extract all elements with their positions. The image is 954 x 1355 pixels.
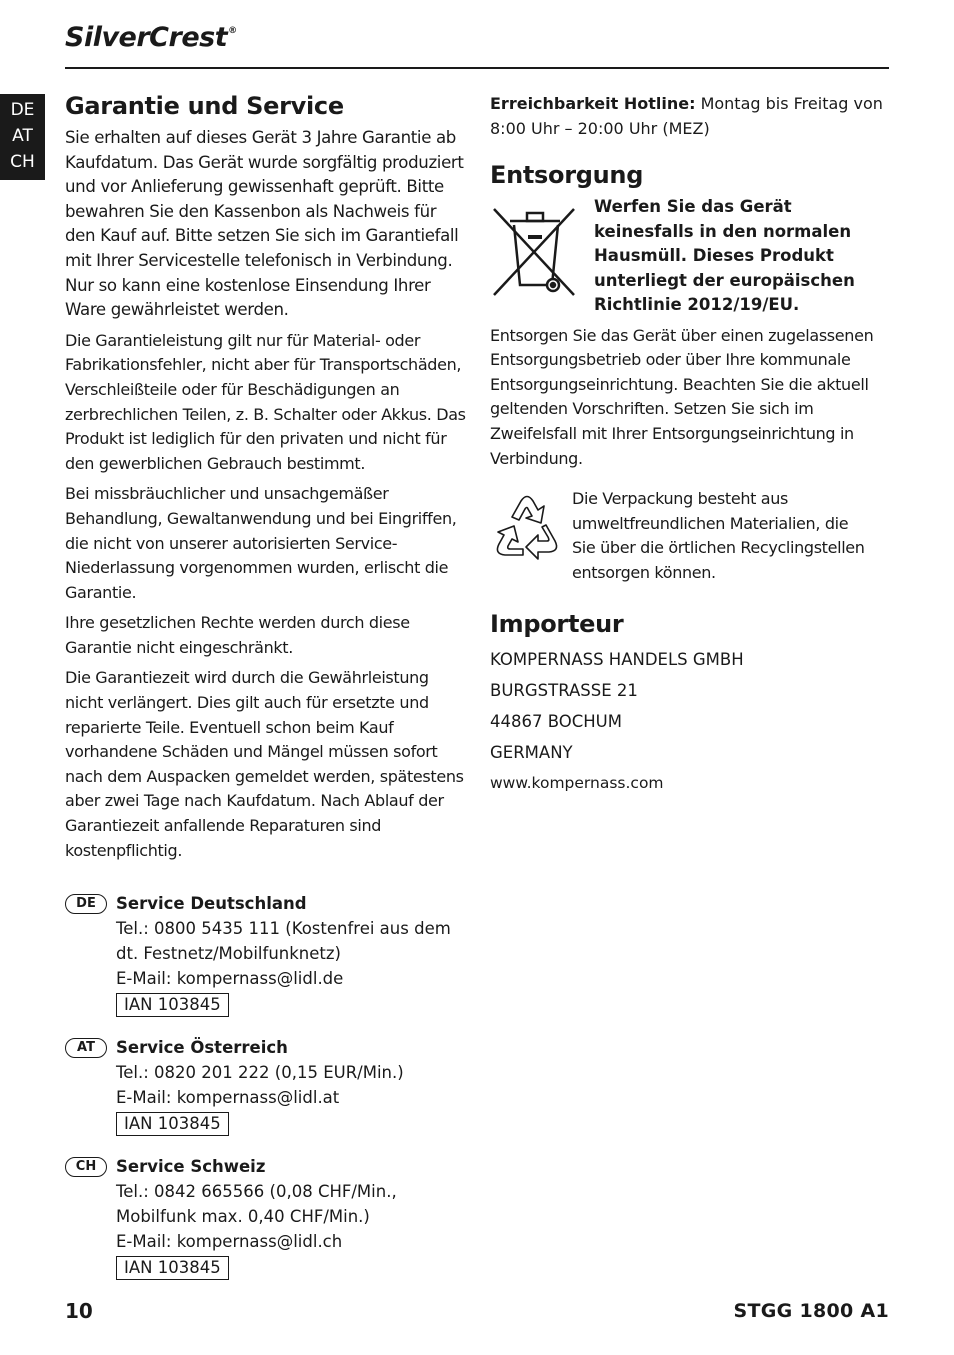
packaging-row <box>490 487 890 585</box>
service-phone: Tel.: 0800 5435 111 (Kostenfrei aus dem dt. Festnetz/Mobilfunknetz) <box>116 919 451 964</box>
service-de <box>65 891 467 1017</box>
importer-line: BURGSTRASSE 21 <box>490 680 638 700</box>
lang-de: DE <box>10 100 35 120</box>
lang-ch: CH <box>10 152 35 172</box>
right-column <box>490 92 890 799</box>
service-phone-mobile: Mobilfunk max. 0,40 CHF/Min.) <box>116 1207 370 1227</box>
service-title: Service Österreich <box>116 1038 288 1058</box>
disposal-text: Entsorgen Sie das Gerät über einen zugelassenen Entsorgungsbetrieb oder über Ihre kommunale Entsorgungseinrichtung. Beachten Sie die aktuell geltenden Vorschriften. Setzen Sie sich im Zweifelsfall mit Ihrer Entsorgungseinrichtung in Verbindung. <box>490 325 874 468</box>
country-badge-de: DE <box>65 894 107 914</box>
disposal-title: Entsorgung <box>490 161 644 190</box>
warranty-paragraph: Die Garantiezeit wird durch die Gewährleistung nicht verlängert. Dies gilt auch für ersetzte und reparierte Teile. Eventuell schon beim Kauf vorhandene Schäden und Mängel müssen sofort nach dem Auspacken gemeldet werden, spätestens aber zwei Tage nach Kaufdatum. Nach Ablauf der Garantiezeit anfallende Reparaturen sind kostenpflichtig. <box>65 668 464 860</box>
service-at <box>65 1035 467 1136</box>
importer-title: Importeur <box>490 609 624 638</box>
brand-logo: SilverCrest® <box>65 22 237 53</box>
warranty-title: Garantie und Service <box>65 92 344 120</box>
service-email: E-Mail: kompernass@lidl.at <box>116 1088 340 1108</box>
importer-line: GERMANY <box>490 742 573 762</box>
ian-box: IAN 103845 <box>116 1112 229 1136</box>
service-title: Service Deutschland <box>116 894 307 914</box>
ian-box: IAN 103845 <box>116 1256 229 1280</box>
country-badge-at: AT <box>65 1038 107 1058</box>
lang-at: AT <box>12 126 33 146</box>
service-phone: Tel.: 0820 201 222 (0,15 EUR/Min.) <box>116 1063 404 1083</box>
disposal-warning: Werfen Sie das Gerät keinesfalls in den normalen Hausmüll. Dieses Produkt unterliegt der europäischen Richtlinie 2012/19/EU. <box>594 197 855 315</box>
warranty-paragraph: Die Garantieleistung gilt nur für Material- oder Fabrikationsfehler, nicht aber für Transportschäden, Verschleißteile oder für Beschädigungen an zerbrechlichen Teilen, z. B. Schalter oder Akkus. Das Produkt ist lediglich für den privaten und nicht für den gewerblichen Gebrauch bestimmt. <box>65 330 466 473</box>
warranty-paragraph: Bei missbräuchlicher und unsachgemäßer Behandlung, Gewaltanwendung und bei Eingriffen, die nicht von unserer autorisierten Service-Niederlassung vorgenommen wurden, erlischt die Garantie. <box>65 484 457 602</box>
language-tab <box>0 94 45 180</box>
importer-address <box>490 644 890 799</box>
service-email: E-Mail: kompernass@lidl.ch <box>116 1232 343 1252</box>
importer-line: 44867 BOCHUM <box>490 711 622 731</box>
service-phone: Tel.: 0842 665566 (0,08 CHF/Min., <box>116 1182 397 1202</box>
warranty-paragraph: Sie erhalten auf dieses Gerät 3 Jahre Garantie ab Kaufdatum. Das Gerät wurde sorgfältig produziert und vor Anlieferung gewissenhaft geprüft. Bitte bewahren Sie den Kassenbon als Nachweis für den Kauf auf. Bitte setzen Sie sich im Garantiefall mit Ihrer Servicestelle telefonisch in Verbindung. Nur so kann eine kostenlose Einsendung Ihrer Ware gewährleistet werden. <box>65 128 464 320</box>
disposal-warning-row <box>490 195 890 318</box>
hotline-info <box>490 92 890 141</box>
service-ch <box>65 1154 467 1280</box>
recycling-icon <box>490 487 564 565</box>
ian-box: IAN 103845 <box>116 993 229 1017</box>
crossed-out-bin-icon <box>490 195 580 299</box>
model-number: STGG 1800 A1 <box>733 1300 889 1322</box>
header-rule <box>65 67 889 69</box>
importer-line: KOMPERNASS HANDELS GMBH <box>490 649 744 669</box>
warranty-section <box>65 92 467 1280</box>
service-email: E-Mail: kompernass@lidl.de <box>116 969 344 989</box>
page-number: 10 <box>65 1299 93 1323</box>
packaging-text: Die Verpackung besteht aus umweltfreundlichen Materialien, die Sie über die örtlichen Recyclingstellen entsorgen können. <box>572 489 865 583</box>
hotline-label: Erreichbarkeit Hotline: <box>490 94 696 113</box>
service-title: Service Schweiz <box>116 1157 266 1177</box>
hotline-text: Montag bis Freitag von 8:00 Uhr – 20:00 Uhr (MEZ) <box>490 94 883 138</box>
importer-website: www.kompernass.com <box>490 773 664 792</box>
country-badge-ch: CH <box>65 1157 107 1177</box>
warranty-paragraph: Ihre gesetzlichen Rechte werden durch diese Garantie nicht eingeschränkt. <box>65 613 410 657</box>
